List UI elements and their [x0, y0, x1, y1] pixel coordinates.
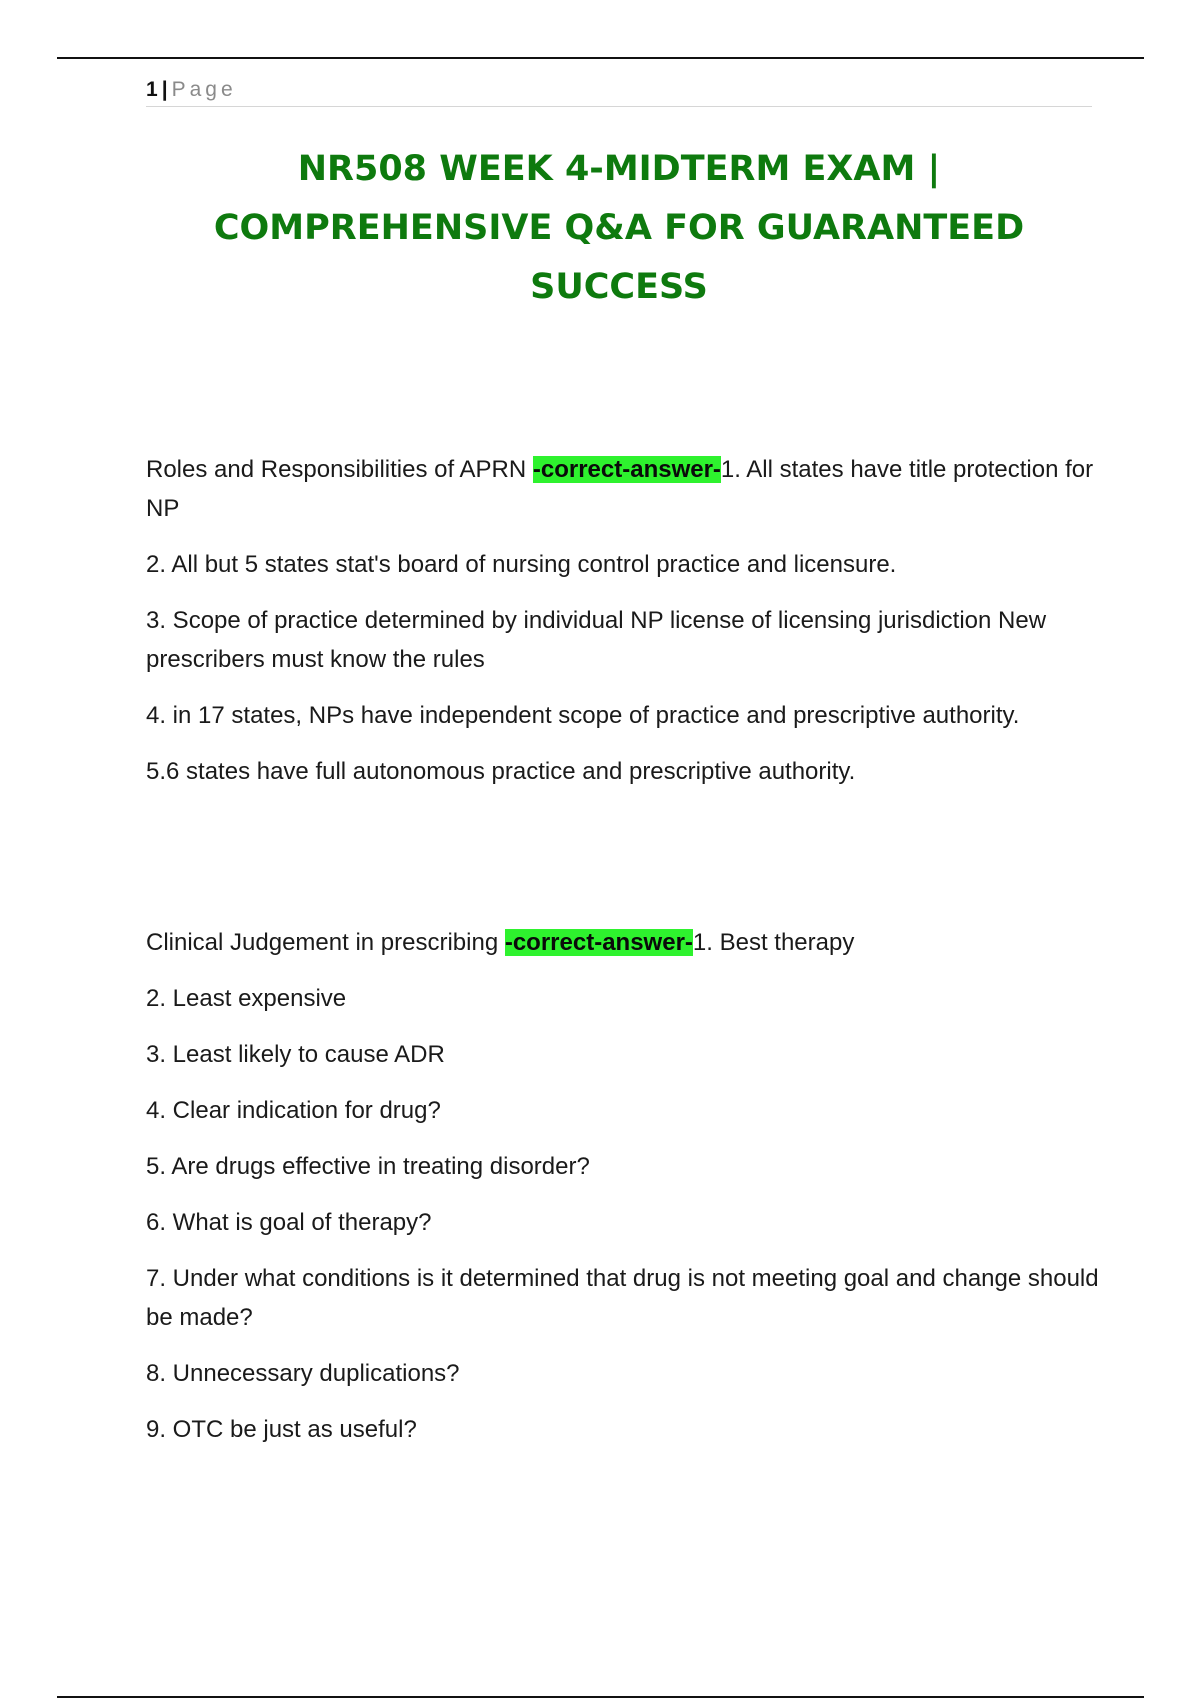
answer-line: 8. Unnecessary duplications? — [146, 1360, 460, 1387]
qa-block-clinical-judgement — [146, 923, 1106, 1466]
answer-line: 6. What is goal of therapy? — [146, 1209, 432, 1236]
answer-line: 1. All states have title protection for NP — [146, 456, 1094, 522]
top-rule — [57, 57, 1144, 59]
answer-line: 5.6 states have full autonomous practice and prescriptive authority. — [146, 758, 856, 785]
page-number: 1 — [146, 78, 158, 101]
answer-line: 3. Least likely to cause ADR — [146, 1041, 445, 1068]
answer-line: 1. Best therapy — [692, 929, 855, 956]
answer-line: 2. Least expensive — [146, 985, 347, 1012]
answer-line: 4. in 17 states, NPs have independent scope of practice and prescriptive authority. — [146, 702, 1020, 729]
page-header — [146, 76, 1092, 107]
correct-answer-tag: -correct-answer- — [504, 929, 693, 956]
answer-line: 9. OTC be just as useful? — [146, 1416, 417, 1443]
page-separator: | — [161, 78, 168, 101]
answer-line: 5. Are drugs effective in treating disorder? — [146, 1153, 590, 1180]
question-line — [146, 923, 1106, 962]
question-line — [146, 450, 1106, 528]
qa-block-roles — [146, 450, 1106, 808]
correct-answer-tag: -correct-answer- — [532, 456, 721, 483]
bottom-rule — [57, 1696, 1144, 1698]
answer-line: 7. Under what conditions is it determined that drug is not meeting goal and change should be made? — [146, 1265, 1099, 1331]
document-title: NR508 WEEK 4-MIDTERM EXAM | COMPREHENSIVE Q&A FOR GUARANTEED SUCCESS — [213, 149, 1025, 307]
question-text: Roles and Responsibilities of APRN — [146, 456, 533, 483]
answer-line: 3. Scope of practice determined by individual NP license of licensing jurisdiction New prescribers must know the rules — [146, 607, 1047, 673]
question-text: Clinical Judgement in prescribing — [146, 929, 505, 956]
answer-line: 4. Clear indication for drug? — [146, 1097, 441, 1124]
answer-line: 2. All but 5 states stat's board of nursing control practice and licensure. — [146, 551, 897, 578]
page-label: Page — [171, 78, 237, 101]
